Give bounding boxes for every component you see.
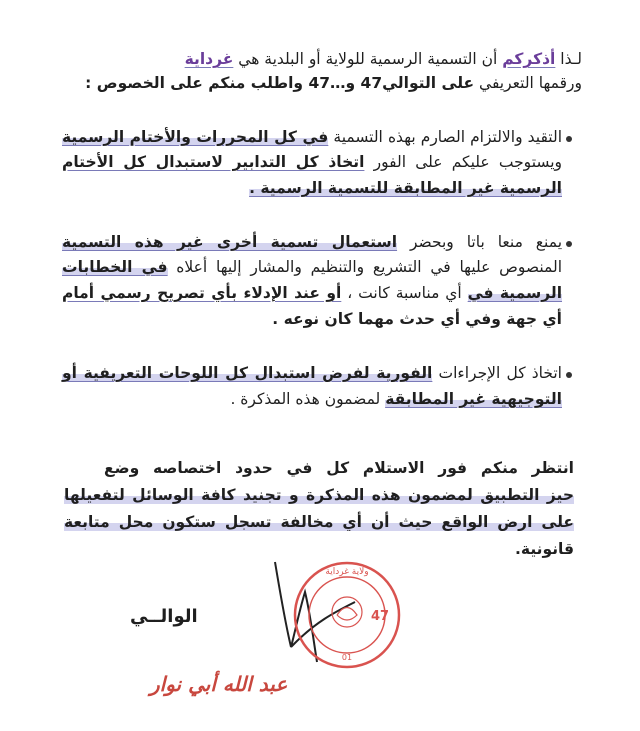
bullet1-text: التقيد والالتزام الصارم بهذه التسمية xyxy=(328,128,562,146)
closing-text-2: حيز التطبيق لمضمون هذه المذكرة و تجنيد كافة الوسائل لتفعيلها xyxy=(64,486,574,504)
intro-code-1: على التوالي47 xyxy=(360,74,475,92)
intro-line-1 xyxy=(62,48,582,70)
closing-text-1: انتظر منكم فور الاستلام كل في حدود اختصاصه وضع xyxy=(104,459,574,477)
bullet1-bold: في كل المحررات والأختام الرسمية xyxy=(62,128,329,146)
bullet2-line-2 xyxy=(62,256,562,278)
bullet1-line-1 xyxy=(62,126,562,148)
bullet2-text-4: أي جهة وفي أي حدث مهما كان نوعه . xyxy=(272,310,562,328)
signatory-name: عبد الله أبي نوار xyxy=(150,672,288,696)
bullet-dot-1 xyxy=(566,136,572,142)
intro-text: لـذا xyxy=(555,50,582,68)
bullet1-line-3 xyxy=(62,177,562,199)
stamp-top-text: ولاية غرداية xyxy=(325,567,369,577)
bullet3-bold-2: التوجيهية غير المطابقة xyxy=(385,390,562,408)
bullet2-bold-2: في الخطابات xyxy=(62,258,168,276)
bullet2-line-3 xyxy=(62,282,562,304)
closing-line-1 xyxy=(104,457,574,479)
official-stamp xyxy=(292,560,402,670)
bullet1-bold-3: الرسمية غير المطابقة للتسمية الرسمية . xyxy=(249,179,562,197)
bullet1-text-2: ويستوجب عليكم على الفور xyxy=(364,153,562,171)
bullet3-text: اتخاذ كل الإجراءات xyxy=(432,364,562,382)
bullet1-bold-2: اتخاذ كل التدابير لاستبدال كل الأختام xyxy=(62,153,365,171)
bullet2-bold-4: أو عند الإدلاء بأي تصريح رسمي أمام xyxy=(62,284,342,302)
intro-place-name: غرداية xyxy=(184,50,234,68)
stamp-code: 01 xyxy=(341,653,353,662)
closing-line-2 xyxy=(64,484,574,506)
stamp-number: 47 xyxy=(370,609,390,624)
bullet2-line-1 xyxy=(62,231,562,253)
bullet2-text: يمنع منعا باتا وبحضر xyxy=(397,233,563,251)
bullet2-bold: استعمال تسمية أخرى غير هذه التسمية xyxy=(62,233,398,251)
closing-text-3: على ارض الواقع حيث أن أي مخالفة تسجل ستكون محل متابعة xyxy=(64,513,574,531)
bullet3-line-1 xyxy=(62,362,562,384)
bullet2-bold-3: الرسمية في xyxy=(467,284,563,302)
bullet3-text-2: لمضمون هذه المذكرة . xyxy=(230,390,386,408)
signatory-title: الوالــي xyxy=(130,606,198,627)
bullet2-text-2: المنصوص عليها في التشريع والتنظيم والمشار إليها أعلاه xyxy=(167,258,562,276)
closing-text-4: قانونية. xyxy=(515,540,574,558)
intro-remind: أذكركم xyxy=(502,50,556,68)
bullet2-line-4 xyxy=(62,308,562,330)
bullet3-bold: الفورية لفرض استبدال كل اللوحات التعريفية أو xyxy=(62,364,433,382)
intro-text-rest: أن التسمية الرسمية للولاية أو البلدية هي xyxy=(233,50,503,68)
intro-code-text: ورقمها التعريفي xyxy=(474,74,582,92)
bullet3-line-2 xyxy=(62,388,562,410)
closing-line-3 xyxy=(64,511,574,533)
bullet-dot-2 xyxy=(566,241,572,247)
intro-line-2 xyxy=(62,72,582,94)
bullet1-line-2 xyxy=(62,151,562,173)
bullet2-text-3: أي مناسبة كانت ، xyxy=(341,284,468,302)
intro-request: واطلب منكم على الخصوص : xyxy=(85,74,309,92)
intro-code-2: و…47 xyxy=(308,74,361,92)
bullet-dot-3 xyxy=(566,372,572,378)
